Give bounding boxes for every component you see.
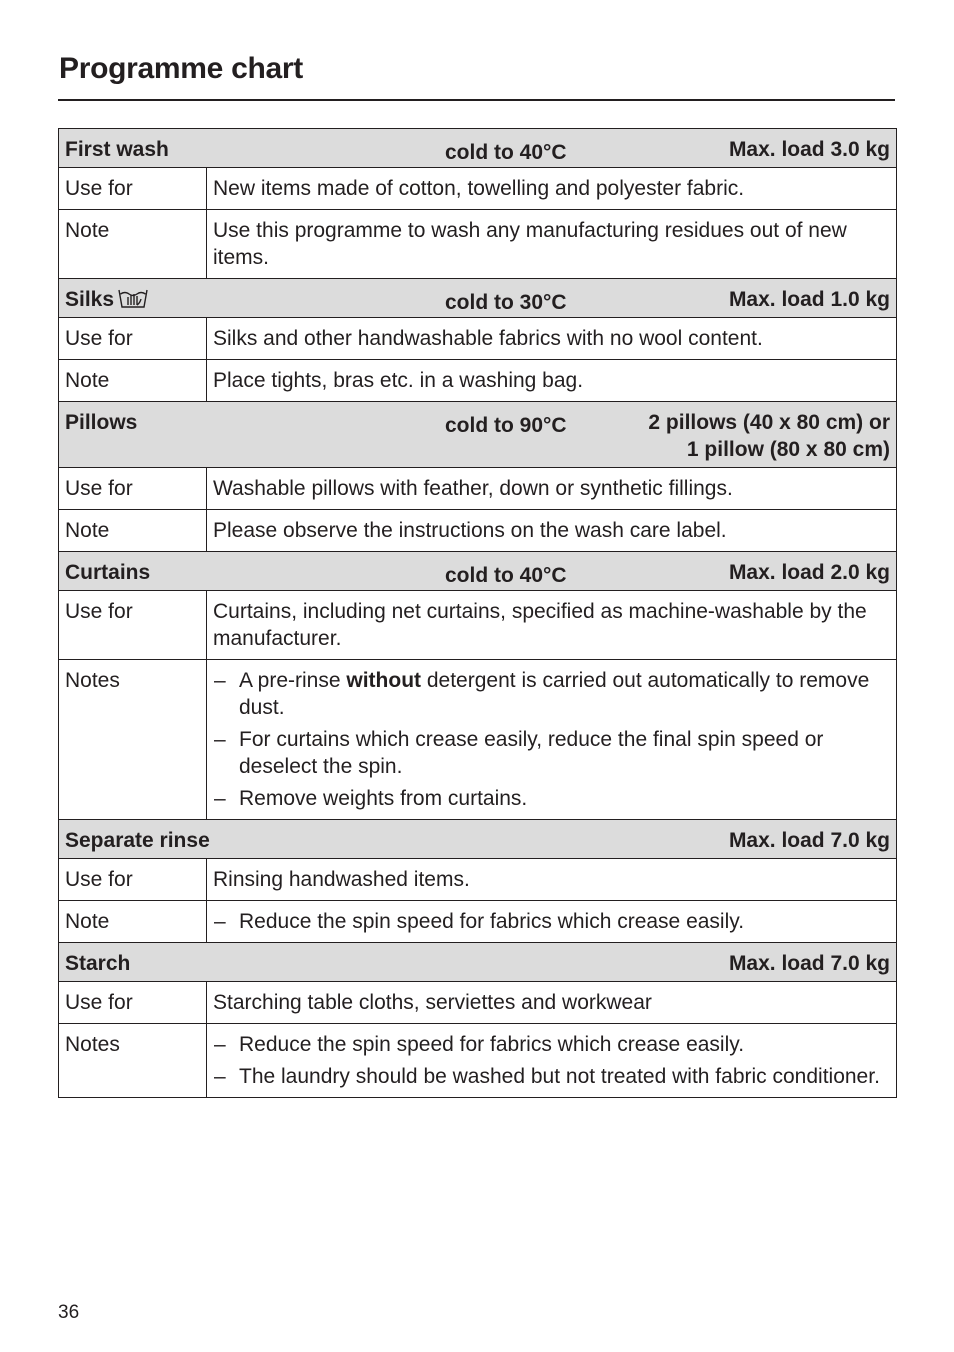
programme-max-load: Max. load 3.0 kg — [728, 138, 890, 161]
row-value: Curtains, including net curtains, specified as machine-washable by the manufacturer. — [207, 591, 897, 660]
programme-temperature: cold to 40°C — [445, 564, 567, 587]
row-label: Use for — [59, 168, 207, 210]
programme-header-silks — [59, 279, 897, 318]
notes-list — [213, 1031, 890, 1090]
programme-name: Starch — [65, 952, 131, 975]
programme-max-load: Max. load 2.0 kg — [728, 561, 890, 584]
programme-chart-table — [58, 128, 897, 1098]
programme-name: First wash — [65, 138, 169, 161]
row-label: Note — [59, 210, 207, 279]
load-line: 1 pillow (80 x 80 cm) — [686, 438, 890, 461]
row-label: Notes — [59, 1024, 207, 1098]
row-value: Place tights, bras etc. in a washing bag. — [207, 360, 897, 402]
list-item: – For curtains which crease easily, reduce the final spin speed or deselect the spin. — [213, 726, 890, 780]
row-value — [207, 901, 897, 943]
table-row — [59, 468, 897, 510]
programme-temperature: cold to 40°C — [445, 141, 567, 164]
notes-list — [213, 908, 890, 935]
programme-name-text: Silks — [65, 288, 115, 311]
page-title: Programme chart — [59, 52, 303, 85]
row-label: Use for — [59, 468, 207, 510]
row-value — [207, 1024, 897, 1098]
title-divider — [58, 99, 895, 101]
table-row — [59, 1024, 897, 1098]
programme-header-starch — [59, 943, 897, 982]
row-value: Please observe the instructions on the wash care label. — [207, 510, 897, 552]
table-row — [59, 660, 897, 820]
table-row — [59, 210, 897, 279]
programme-name — [65, 286, 148, 313]
row-label: Notes — [59, 660, 207, 820]
notes-list — [213, 667, 890, 812]
programme-max-load: Max. load 7.0 kg — [728, 829, 890, 852]
table-row — [59, 168, 897, 210]
programme-header-pillows — [59, 402, 897, 468]
row-label: Note — [59, 360, 207, 402]
list-item: – Remove weights from curtains. — [213, 785, 890, 812]
table-row — [59, 982, 897, 1024]
row-value: Silks and other handwashable fabrics with no wool content. — [207, 318, 897, 360]
row-value: New items made of cotton, towelling and polyester fabric. — [207, 168, 897, 210]
row-label: Note — [59, 510, 207, 552]
programme-temperature: cold to 90°C — [445, 414, 567, 437]
note-text: detergent is carried out automatically to remove dust. — [239, 669, 870, 719]
table-row — [59, 901, 897, 943]
hand-wash-icon — [118, 287, 148, 309]
table-row — [59, 360, 897, 402]
programme-max-load: Max. load 7.0 kg — [728, 952, 890, 975]
page-number: 36 — [58, 1302, 80, 1323]
row-label: Use for — [59, 982, 207, 1024]
list-item: – The laundry should be washed but not treated with fabric conditioner. — [213, 1063, 890, 1090]
row-label: Note — [59, 901, 207, 943]
row-value — [207, 660, 897, 820]
table-row — [59, 591, 897, 660]
note-text: A pre-rinse — [239, 669, 347, 692]
row-value: Rinsing handwashed items. — [207, 859, 897, 901]
table-row — [59, 859, 897, 901]
list-item — [213, 667, 890, 721]
programme-temperature: cold to 30°C — [445, 291, 567, 314]
table-row — [59, 318, 897, 360]
note-emphasis: without — [346, 669, 422, 692]
row-value: Washable pillows with feather, down or synthetic fillings. — [207, 468, 897, 510]
row-label: Use for — [59, 859, 207, 901]
row-value: Starching table cloths, serviettes and workwear — [207, 982, 897, 1024]
programme-header-curtains — [59, 552, 897, 591]
row-value: Use this programme to wash any manufacturing residues out of new items. — [207, 210, 897, 279]
programme-max-load: Max. load 1.0 kg — [728, 288, 890, 311]
programme-max-load — [648, 409, 890, 463]
programme-header-first-wash — [59, 129, 897, 168]
row-label: Use for — [59, 318, 207, 360]
list-item: – Reduce the spin speed for fabrics which crease easily. — [213, 1031, 890, 1058]
load-line: 2 pillows (40 x 80 cm) or — [648, 411, 890, 434]
programme-name: Pillows — [65, 411, 138, 434]
row-label: Use for — [59, 591, 207, 660]
programme-header-separate-rinse — [59, 820, 897, 859]
list-item: – Reduce the spin speed for fabrics which crease easily. — [213, 908, 890, 935]
programme-name: Curtains — [65, 561, 151, 584]
programme-name: Separate rinse — [65, 829, 210, 852]
table-row — [59, 510, 897, 552]
